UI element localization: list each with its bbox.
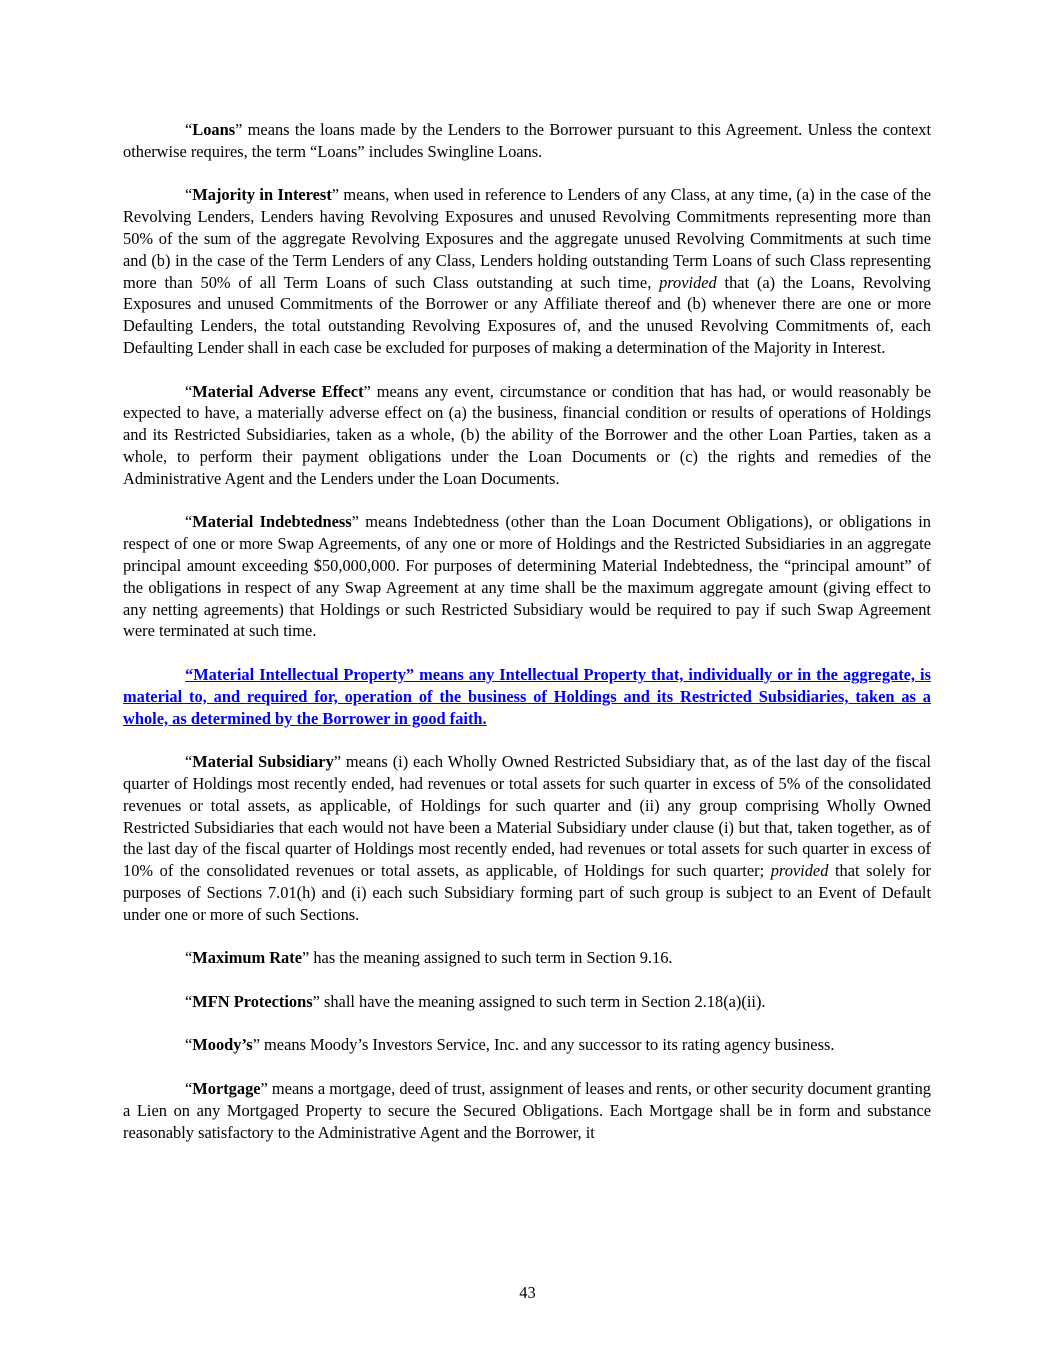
text-run: “ (185, 752, 193, 772)
definition-material-intellectual-property (123, 664, 931, 729)
text-run: Loans (192, 120, 236, 139)
text-run: “ (185, 991, 193, 1011)
text-run: Material Indebtedness (192, 512, 352, 532)
text-run: ” has the meaning assigned to such term in Section 9.16. (301, 948, 673, 968)
text-run: ” means Moody’s Investors Service, Inc. and any successor to its rating agency business. (252, 1035, 835, 1055)
text-run: ” means a mortgage, deed of trust, assignment of leases and rents, or other security document granting a Lien on any Mortgaged Property to secure the Secured Obligations. Each Mortgage shall be in form and substance reasonably satisfactory to the Administrative Agent and the Borrower, it (123, 1079, 931, 1142)
definition-material-adverse-effect (123, 381, 931, 490)
definition-material-subsidiary (123, 751, 931, 925)
text-run: provided (659, 272, 717, 292)
text-run: Moody’s (192, 1035, 253, 1055)
text-run: ” means the loans made by the Lenders to the Borrower pursuant to this Agreement. Unless the context otherwise requires, the term “Loans” includes Swingline Loans. (123, 120, 931, 161)
text-run: “ (185, 120, 193, 139)
text-run: ” means, when used in reference to Lenders of any Class, at any time, (a) in the case of the Revolving Lenders, Lenders having Revolving Exposures and unused Revolving Commitments representing more than 50% of the sum of the aggregate Revolving Exposures and the aggregate unused Revolving Commitments at such time and (b) in the case of the Term Lenders of any Class, Lenders holding outstanding Term Loans of such Class representing more than 50% of all Term Loans of such Class outstanding at such time, (123, 185, 932, 292)
text-run: “ (185, 1079, 193, 1099)
text-run: “ (185, 948, 193, 968)
text-run: Maximum Rate (192, 948, 302, 968)
page-number: 43 (519, 1283, 536, 1302)
text-run: Material Adverse Effect (192, 381, 364, 401)
definition-mortgage (123, 1078, 931, 1143)
text-run: Material Subsidiary (192, 752, 334, 772)
definition-maximum-rate (123, 947, 931, 969)
definition-loans (123, 119, 931, 163)
text-run: ” means Indebtedness (other than the Loan Document Obligations), or obligations in respect of one or more Swap Agreements, of any one or more of Holdings and the Restricted Subsidiaries in an aggregate principal amount exceeding $50,000,000. For purposes of determining Material Indebtedness, the “principal amount” of the obligations in respect of any Swap Agreement at any time shall be the maximum aggregate amount (giving effect to any netting agreements) that Holdings or such Restricted Subsidiary would be required to pay if such Swap Agreement were terminated at such time. (123, 512, 931, 641)
text-run: ” means any event, circumstance or condition that has had, or would reasonably be expected to have, a materially adverse effect on (a) the business, financial condition or results of operations of Holdings and its Restricted Subsidiaries, taken as a whole, (b) the ability of the Borrower and the other Loan Parties, taken as a whole, to perform their payment obligations under the Loan Documents or (c) the rights and remedies of the Administrative Agent and the Lenders under the Loan Documents. (123, 381, 931, 488)
definition-moodys (123, 1034, 931, 1056)
definition-mfn-protections (123, 991, 931, 1013)
definition-material-indebtedness (123, 511, 931, 642)
text-run: that solely for purposes of Sections 7.01(h) and (i) each such Subsidiary forming part of such group is subject to an Event of Default under one or more of such Sections. (123, 861, 931, 924)
definition-majority-in-interest (123, 184, 931, 358)
text-run: that (a) the Loans, Revolving Exposures and unused Commitments of the Borrower or any Affiliate thereof and (b) whenever there are one or more Defaulting Lenders, the total outstanding Revolving Exposures of, and the unused Revolving Commitments of, each Defaulting Lender shall in each case be excluded for purposes of making a determination of the Majority in Interest. (123, 272, 931, 357)
text-run: ” shall have the meaning assigned to such term in Section 2.18(a)(ii). (312, 991, 766, 1011)
text-run: MFN Protections (192, 991, 313, 1011)
text-run: Majority in Interest (192, 185, 332, 205)
text-run: “ (185, 1035, 193, 1055)
document-body (123, 119, 931, 1143)
text-run: “ (185, 512, 193, 532)
text-run: “Material Intellectual Property” means any Intellectual Property that, individually or in the aggregate, is material to, and required for, operation of the business of Holdings and its Restricted Subsidiaries, taken as a whole, as determined by the Borrower in good faith. (123, 664, 931, 728)
text-run: Mortgage (192, 1079, 261, 1099)
text-run: ” means (i) each Wholly Owned Restricted Subsidiary that, as of the last day of the fiscal quarter of Holdings most recently ended, had revenues or total assets for such quarter in excess of 5% of the consolidated revenues or total assets, as applicable, of Holdings for such quarter and (ii) any group comprising Wholly Owned Restricted Subsidiaries that each would not have been a Material Subsidiary under clause (i) but that, taken together, as of the last day of the fiscal quarter of Holdings most recently ended, had revenues or total assets for such quarter in excess of 10% of the consolidated revenues or total assets, as applicable, of Holdings for such quarter; (123, 752, 931, 881)
text-run: “ (185, 381, 193, 401)
text-run: provided (770, 861, 829, 881)
text-run: “ (185, 185, 193, 205)
